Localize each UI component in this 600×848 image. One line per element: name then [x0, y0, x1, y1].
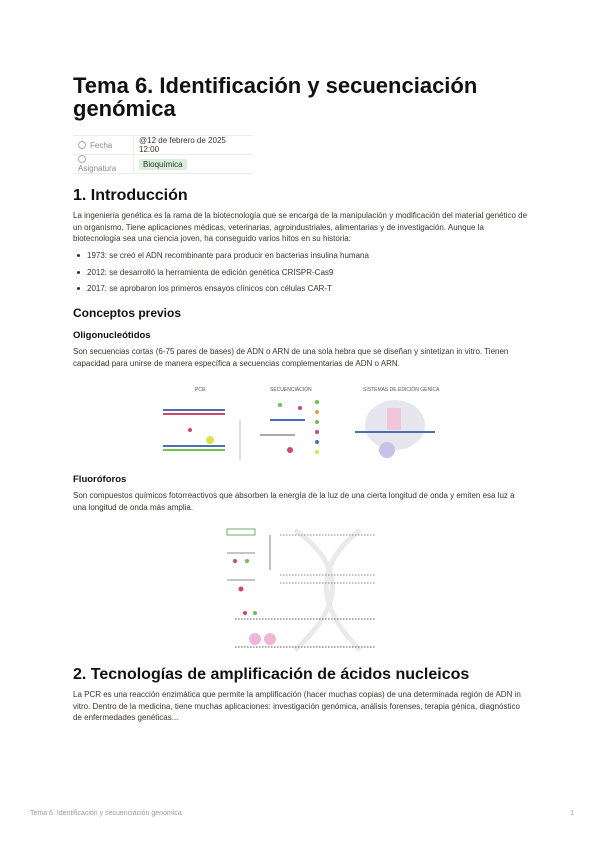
- pcr-diagram: [163, 410, 240, 460]
- concepts-heading: Conceptos previos: [73, 306, 182, 320]
- property-row-date: [73, 136, 253, 155]
- page-footer: [30, 810, 574, 817]
- fluoro-paragraph: Son compuestos químicos fotorreactivos que absorben la energía de la luz de una cierta longitud de onda y emiten esa luz a una longitud de onda más amplia.: [73, 491, 515, 512]
- intro-heading: 1. Introducción: [73, 187, 188, 204]
- list-item: 1973: se creó el ADN recombinante para producir en bacterias insulina humana: [73, 250, 369, 267]
- oligo-paragraph: Son secuencias cortas (6-75 pares de bases) de ADN o ARN de una sola hebra que se diseñan y sintetizan in vitro. Tienen capacidad para unirse de manera específica a secuencias complementarias de ADN o ARN.: [73, 347, 509, 368]
- fluorophore-figure: [225, 525, 385, 652]
- oligonucleotide-figure: [155, 380, 445, 465]
- pcr-paragraph: La PCR es una reacción enzimática que permite la amplificación (hacer muchas copias) de una determinada región de ADN in vitro. Dentro de la medicina, tiene muchas aplicaciones: investigación genómica, análisis forenses, terapia génica, diagnóstico de enfermedades genéticas...: [73, 690, 521, 722]
- subject-tag: Bioquímica: [139, 159, 187, 170]
- property-key: Asignatura: [73, 155, 134, 174]
- figure-label-sequencing: SECUENCIACIÓN: [270, 387, 312, 393]
- properties-table: [73, 135, 253, 174]
- list-item: 2012: se desarrolló la herramienta de edición genética CRISPR-Cas9: [73, 267, 369, 284]
- figure-label-pcr: PCR: [195, 387, 206, 393]
- oligo-heading: Oligonucleótidos: [73, 330, 151, 341]
- footer-title: Tema 6. Identificación y secuenciación genómica: [30, 810, 182, 817]
- fluoro-heading: Fluoróforos: [73, 474, 127, 485]
- page-number: 1: [570, 810, 574, 817]
- property-value-date: @12 de febrero de 2025 12:00: [134, 136, 254, 155]
- page-title: Tema 6. Identificación y secuenciación genómica: [73, 73, 478, 121]
- milestones-list: [73, 250, 369, 300]
- editing-diagram: [355, 400, 435, 458]
- property-value-subject: [134, 155, 254, 174]
- list-item: 2017: se aprobaron los primeros ensayos clínicos con células CAR-T: [73, 283, 369, 300]
- figure-label-editing: SISTEMAS DE EDICIÓN GÉNICA: [363, 387, 440, 393]
- clock-icon: [78, 141, 86, 149]
- pcr-section-heading: 2. Tecnologías de amplificación de ácidos nucleicos: [73, 666, 470, 683]
- sequencing-diagram: [260, 400, 319, 454]
- intro-paragraph: La ingeniería genética es la rama de la biotecnología que se encarga de la manipulación y modificación del material genético de un organismo. Tiene aplicaciones médicas, veterinarias, agroindustriales, alimentarias y de investigación. Aunque la biotecnología sea una ciencia joven, ha conseguido varios hitos en su historia:: [73, 211, 528, 243]
- list-icon: [78, 155, 86, 163]
- property-key: Fecha: [73, 136, 134, 155]
- property-row-subject: [73, 155, 253, 174]
